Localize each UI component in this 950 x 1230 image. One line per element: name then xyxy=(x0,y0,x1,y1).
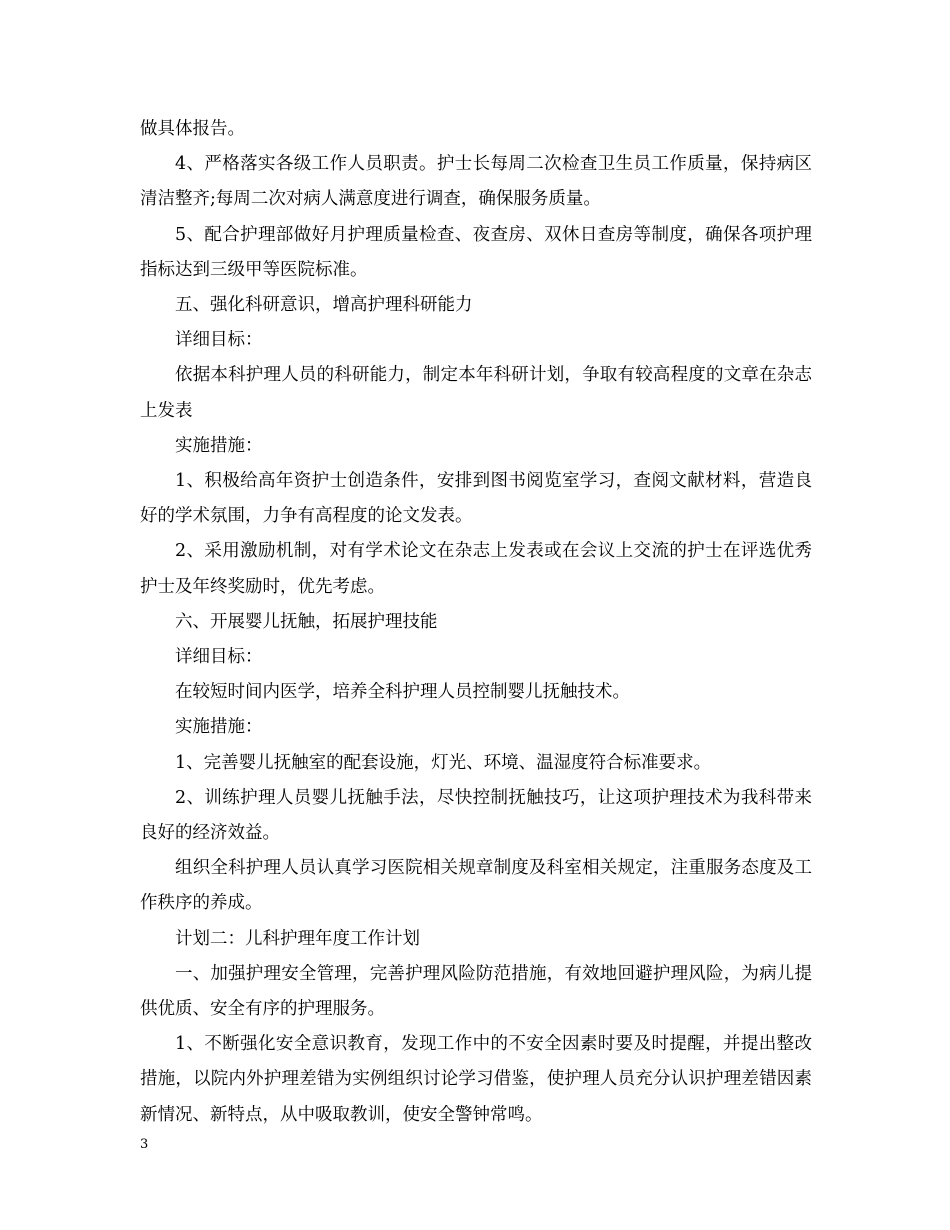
paragraph: 依据本科护理人员的科研能力，制定本年科研计划，争取有较高程度的文章在杂志上发表 xyxy=(140,365,812,421)
subheading: 详细目标： xyxy=(175,647,263,668)
subheading: 实施措施： xyxy=(175,435,263,456)
paragraph: 4、严格落实各级工作人员职责。护士长每周二次检查卫生员工作质量，保持病区清洁整齐;每周二次对病人满意度进行调查，确保服务质量。 xyxy=(140,154,812,210)
subheading: 实施措施： xyxy=(175,717,263,738)
section-heading: 六、开展婴儿抚触，拓展护理技能 xyxy=(175,611,438,632)
paragraph: 1、不断强化安全意识教育，发现工作中的不安全因素时要及时提醒，并提出整改措施，以院内外护理差错为实例组织讨论学习借鉴，使护理人员充分认识护理差错因素新情况、新特点，从中吸取教训，使安全警钟常鸣。 xyxy=(140,1034,812,1125)
section-heading: 五、强化科研意识，增高护理科研能力 xyxy=(175,295,473,316)
paragraph: 组织全科护理人员认真学习医院相关规章制度及科室相关规定，注重服务态度及工作秩序的养成。 xyxy=(140,858,812,914)
paragraph: 2、采用激励机制，对有学术论文在杂志上发表或在会议上交流的护士在评选优秀护士及年终奖励时，优先考虑。 xyxy=(140,541,812,597)
paragraph: 1、积极给高年资护士创造条件，安排到图书阅览室学习，查阅文献材料，营造良好的学术氛围，力争有高程度的论文发表。 xyxy=(140,471,812,527)
paragraph: 在较短时间内医学，培养全科护理人员控制婴儿抚触技术。 xyxy=(175,682,630,703)
page-number: 3 xyxy=(140,1137,149,1152)
plan-heading: 计划二：儿科护理年度工作计划 xyxy=(175,928,420,949)
paragraph: 2、训练护理人员婴儿抚触手法，尽快控制抚触技巧，让这项护理技术为我科带来良好的经济效益。 xyxy=(140,787,812,844)
paragraph: 1、完善婴儿抚触室的配套设施，灯光、环境、温湿度符合标准要求。 xyxy=(175,752,712,773)
paragraph: 5、配合护理部做好月护理质量检查、夜查房、双休日查房等制度，确保各项护理指标达到三级甲等医院标准。 xyxy=(140,224,812,280)
subheading: 详细目标： xyxy=(175,330,263,351)
section-heading: 一、加强护理安全管理，完善护理风险防范措施，有效地回避护理风险，为病儿提供优质、安全有序的护理服务。 xyxy=(140,963,812,1020)
document-body xyxy=(140,112,812,1133)
paragraph: 做具体报告。 xyxy=(140,119,245,139)
